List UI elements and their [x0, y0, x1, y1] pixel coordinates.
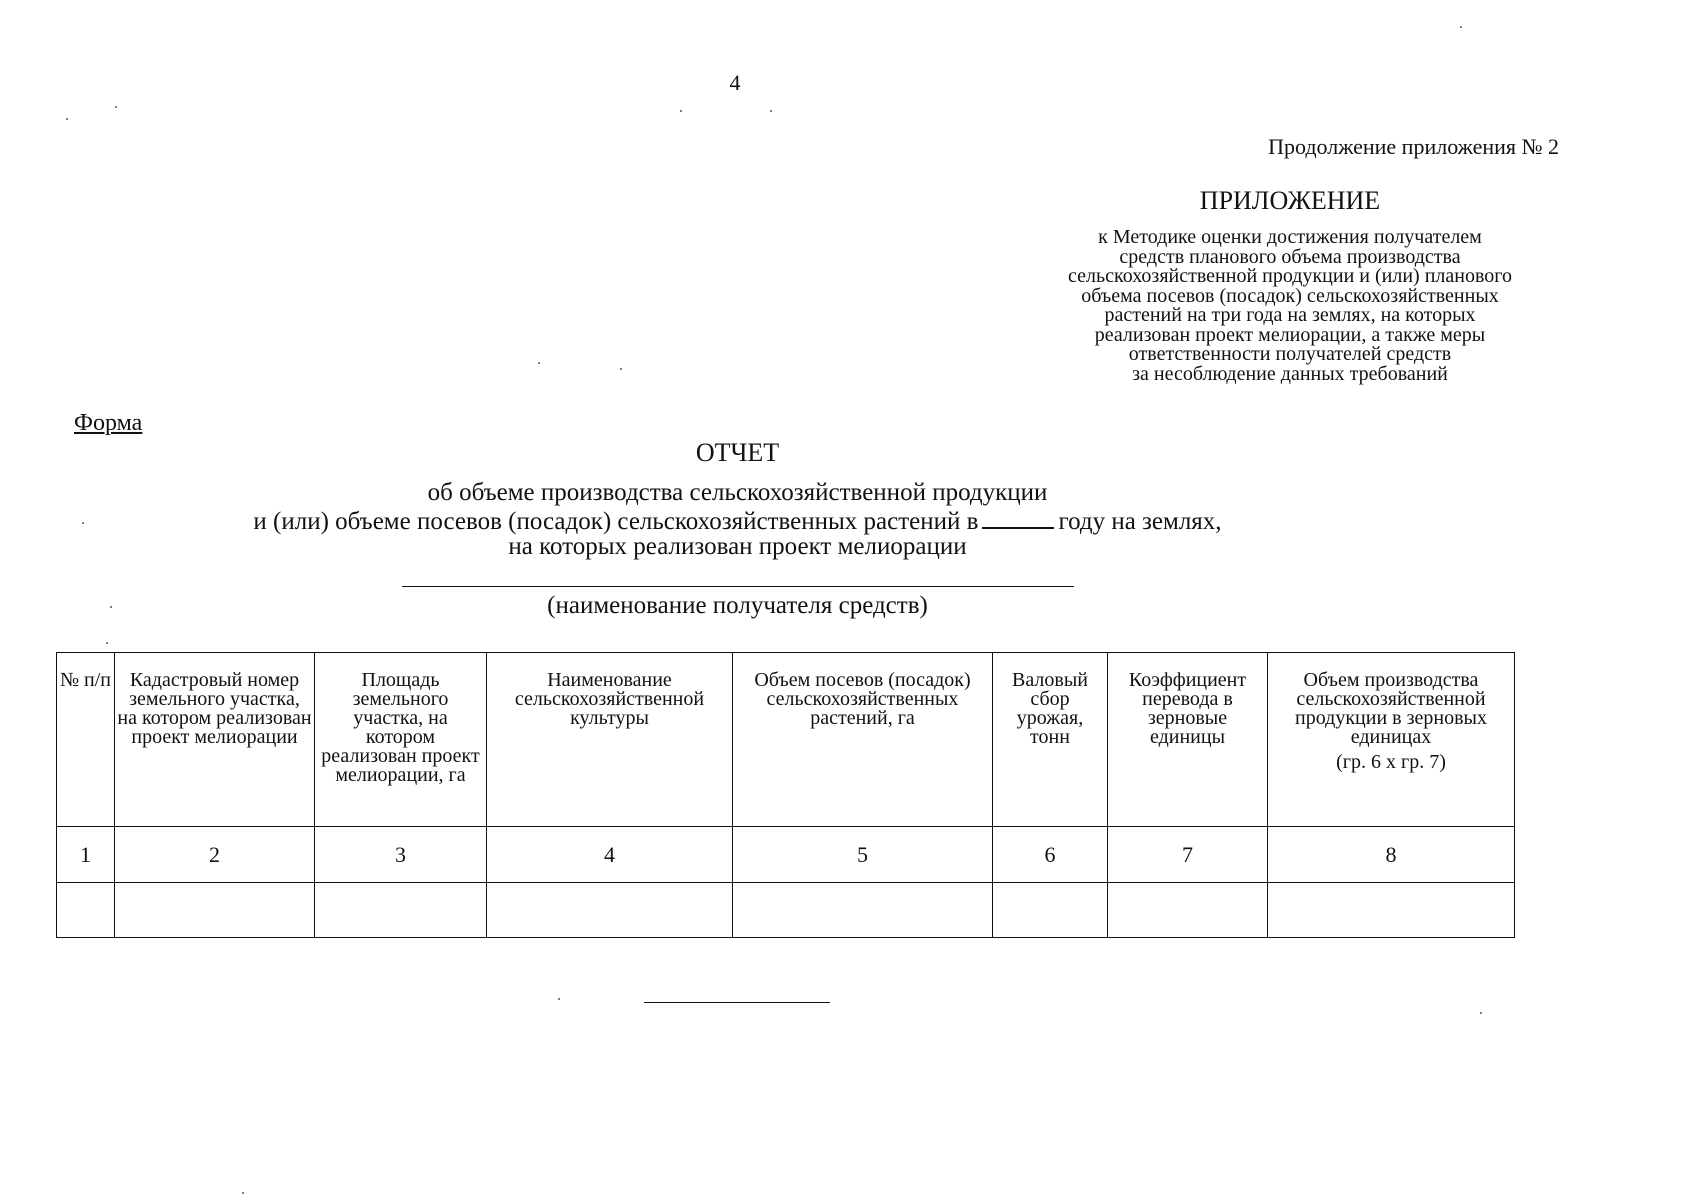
- scan-speck: [538, 362, 540, 364]
- column-number: 8: [1268, 827, 1515, 883]
- header-cell-crop-name: Наименование сельскохозяйственной культуры: [487, 653, 733, 827]
- header-cell-production-volume-formula: (гр. 6 х гр. 7): [1336, 751, 1446, 773]
- report-subtitle-line-1: об объеме производства сельскохозяйственной продукции: [427, 479, 1048, 506]
- page-number: 4: [729, 70, 741, 95]
- scan-speck: [1480, 1012, 1482, 1014]
- header-cell-gross-harvest: Валовый сбор урожая, тонн: [993, 653, 1108, 827]
- header-cell-production-volume: [1268, 653, 1515, 827]
- header-cell-production-volume-text: Объем производства сельскохозяйственной продукции в зерновых единицах: [1295, 669, 1487, 748]
- scan-speck: [115, 106, 117, 108]
- recipient-caption: (наименование получателя средств): [547, 592, 928, 619]
- scan-speck: [110, 606, 112, 608]
- report-subtitle-line-2-start: и (или) объеме посевов (посадок) сельскохозяйственных растений в: [253, 508, 979, 535]
- scan-speck: [558, 998, 560, 1000]
- header-cell-area: Площадь земельного участка, на котором реализован проект мелиорации, га: [315, 653, 487, 827]
- header-cell-cadastral-number: Кадастровый номер земельного участка, на котором реализован проект мелиорации: [115, 653, 315, 827]
- scan-speck: [770, 110, 772, 112]
- table-cell[interactable]: [115, 883, 315, 938]
- scan-speck: [66, 118, 68, 120]
- table-cell[interactable]: [1108, 883, 1268, 938]
- scan-speck: [242, 1192, 244, 1194]
- report-title: ОТЧЕТ: [695, 438, 780, 467]
- column-number: 6: [993, 827, 1108, 883]
- scan-speck: [1460, 26, 1462, 28]
- recipient-name-line[interactable]: [402, 586, 1074, 587]
- header-cell-conversion-coefficient: Коэффициент перевода в зерновые единицы: [1108, 653, 1268, 827]
- scan-speck: [620, 368, 622, 370]
- report-subtitle-line-3: на которых реализован проект мелиорации: [508, 533, 967, 560]
- column-number: 3: [315, 827, 487, 883]
- table-header-row: [57, 653, 1515, 827]
- table-cell[interactable]: [487, 883, 733, 938]
- report-subtitle: [0, 480, 1475, 559]
- column-number: 5: [733, 827, 993, 883]
- appendix-title: ПРИЛОЖЕНИЕ: [1199, 186, 1381, 215]
- table-cell[interactable]: [315, 883, 487, 938]
- header-cell-sowing-volume: Объем посевов (посадок) сельскохозяйственных растений, га: [733, 653, 993, 827]
- table-cell[interactable]: [57, 883, 115, 938]
- table-row: [57, 883, 1515, 938]
- appendix-description: к Методике оценки достижения получателем средств планового объема производства сельскохозяйственной продукции и (или) планового объема посевов (посадок) сельскохозяйственных растений на три года на землях, на которых реализован проект мелиорации, а также меры ответственности получателей средств за несоблюдение данных требований: [1068, 226, 1512, 385]
- year-blank-field[interactable]: [982, 505, 1054, 529]
- scan-speck: [106, 642, 108, 644]
- column-number-row: [57, 827, 1515, 883]
- column-number: 1: [57, 827, 115, 883]
- table-cell[interactable]: [733, 883, 993, 938]
- table-cell[interactable]: [1268, 883, 1515, 938]
- column-number: 7: [1108, 827, 1268, 883]
- continuation-note: Продолжение приложения № 2: [1268, 134, 1559, 159]
- report-subtitle-line-2: [0, 505, 1475, 534]
- table-cell[interactable]: [993, 883, 1108, 938]
- report-table: [56, 652, 1515, 938]
- column-number: 2: [115, 827, 315, 883]
- report-subtitle-line-2-end: году на землях,: [1058, 508, 1222, 535]
- form-label: Форма: [74, 410, 143, 436]
- closing-rule: [644, 1002, 830, 1003]
- column-number: 4: [487, 827, 733, 883]
- scan-speck: [680, 110, 682, 112]
- scan-speck: [82, 522, 84, 524]
- header-cell-number: № п/п: [57, 653, 115, 827]
